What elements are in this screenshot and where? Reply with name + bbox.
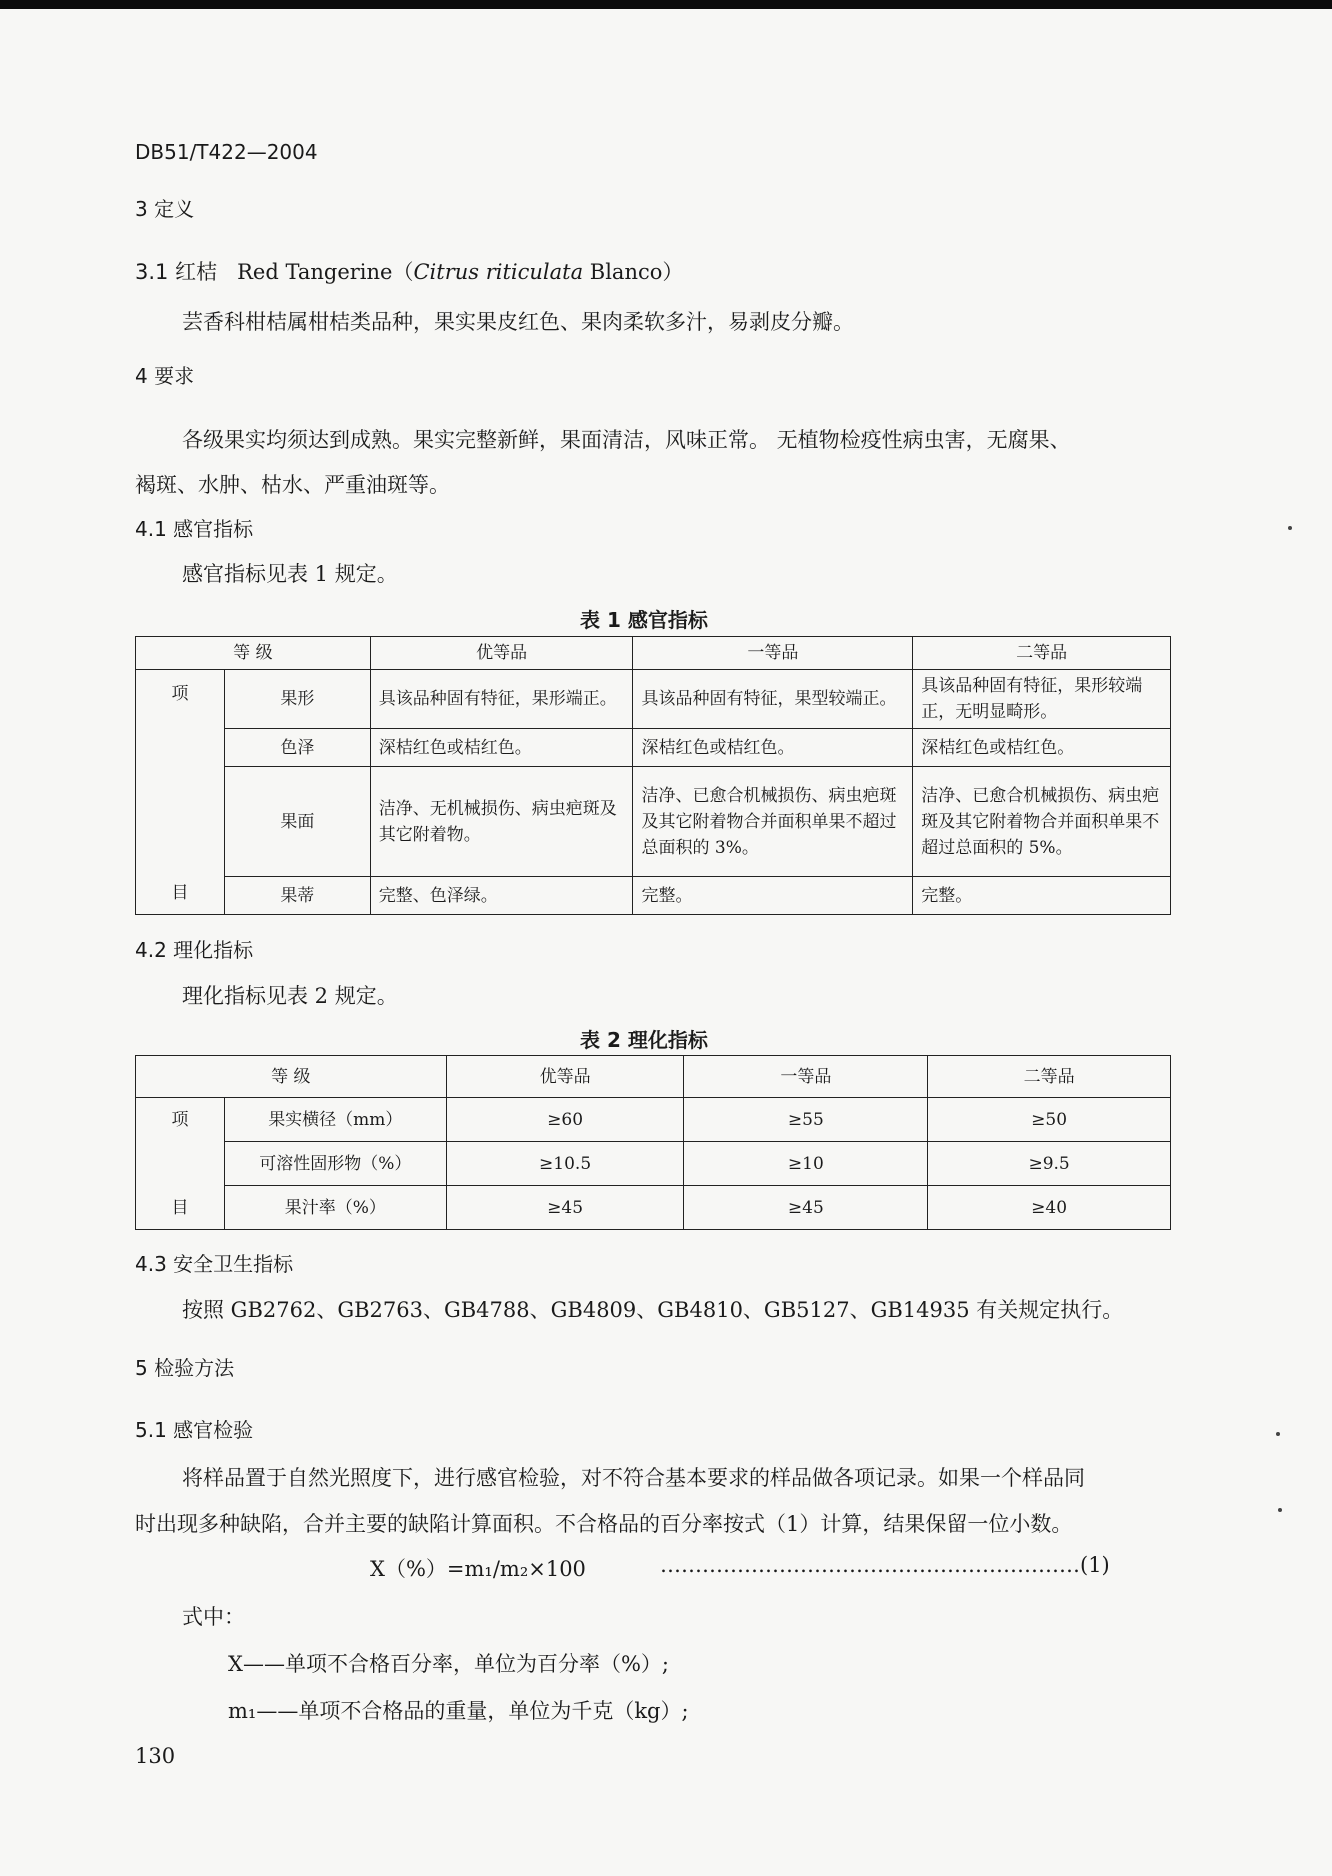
table-2-cell: ≥40 (928, 1186, 1171, 1230)
table-2-row-name: 果汁率（%） (224, 1186, 446, 1230)
table-2-head-grade: 等 级 (136, 1056, 447, 1098)
section-5-1-heading: 5.1 感官检验 (135, 1418, 254, 1442)
table-1-cell: 深桔红色或桔红色。 (913, 729, 1171, 767)
table-row (136, 767, 1171, 877)
formula-1-number: ……………………………………………………(1) (660, 1553, 1110, 1577)
table-2-cell: ≥45 (446, 1186, 684, 1230)
scan-top-border (0, 0, 1332, 9)
table-2-cell: ≥10 (684, 1142, 928, 1186)
table-2-head-c3: 二等品 (928, 1056, 1171, 1098)
section-5-heading: 5 检验方法 (135, 1356, 235, 1380)
table-1-row-name: 色泽 (224, 729, 370, 767)
table-row (136, 1098, 1171, 1142)
scan-speck (1288, 526, 1292, 530)
table-2-row-name: 果实横径（mm） (224, 1098, 446, 1142)
table-1-cell: 完整、色泽绿。 (370, 877, 633, 915)
section-4-1-heading: 4.1 感官指标 (135, 517, 254, 541)
table-2-head-c2: 一等品 (684, 1056, 928, 1098)
section-3-1-term (135, 256, 683, 286)
standard-number: DB51/T422—2004 (135, 140, 318, 164)
table-1-head-c2: 一等品 (633, 637, 913, 670)
table-1-item-cell (136, 670, 225, 915)
table-1-sensory (135, 636, 1171, 915)
formula-1: X（%）=m₁/m₂×100 (370, 1557, 586, 1581)
table-1-cell: 具该品种固有特征，果形端正。 (370, 670, 633, 729)
table-1-item-top: 项 (171, 684, 189, 704)
section-5-1-body-line-1: 将样品置于自然光照度下，进行感官检验，对不符合基本要求的样品做各项记录。如果一个样品同 (182, 1466, 1085, 1490)
table-2-cell: ≥50 (928, 1098, 1171, 1142)
term-english-c: Blanco） (583, 260, 684, 284)
section-4-1-body: 感官指标见表 1 规定。 (182, 562, 398, 586)
section-4-3-heading: 4.3 安全卫生指标 (135, 1252, 294, 1276)
table-2-physicochemical (135, 1055, 1171, 1230)
table-2-cell: ≥60 (446, 1098, 684, 1142)
table-row (136, 670, 1171, 729)
definition-m1: m₁——单项不合格品的重量，单位为千克（kg）; (228, 1699, 689, 1723)
section-3-1-definition: 芸香科柑桔属柑桔类品种，果实果皮红色、果肉柔软多汁，易剥皮分瓣。 (182, 310, 854, 334)
table-2-cell: ≥45 (684, 1186, 928, 1230)
section-5-1-body-line-2: 时出现多种缺陷，合并主要的缺陷计算面积。不合格品的百分率按式（1）计算，结果保留一位小数。 (135, 1512, 1073, 1536)
table-2-item-cell (136, 1098, 225, 1230)
table-2-head-c1: 优等品 (446, 1056, 684, 1098)
table-1-cell: 洁净、已愈合机械损伤、病虫疤斑及其它附着物合并面积单果不超过总面积的 5%。 (913, 767, 1171, 877)
table-1-cell: 具该品种固有特征，果型较端正。 (633, 670, 913, 729)
table-1-row-name: 果蒂 (224, 877, 370, 915)
section-4-2-heading: 4.2 理化指标 (135, 938, 254, 962)
table-1-caption: 表 1 感官指标 (580, 608, 708, 632)
section-4-2-body: 理化指标见表 2 规定。 (182, 984, 398, 1008)
table-1-cell: 洁净、无机械损伤、病虫疤斑及其它附着物。 (370, 767, 633, 877)
table-1-head-grade: 等 级 (136, 637, 371, 670)
definition-x: X——单项不合格百分率，单位为百分率（%）; (228, 1652, 669, 1676)
section-4-heading: 4 要求 (135, 364, 195, 388)
table-1-cell: 洁净、已愈合机械损伤、病虫疤斑及其它附着物合并面积单果不超过总面积的 3%。 (633, 767, 913, 877)
table-1-head-c3: 二等品 (913, 637, 1171, 670)
table-2-item-bottom: 目 (171, 1198, 189, 1218)
table-1-item-bottom: 目 (171, 883, 189, 903)
table-1-cell: 完整。 (913, 877, 1171, 915)
table-row (136, 877, 1171, 915)
table-1-cell: 完整。 (633, 877, 913, 915)
where-label: 式中： (182, 1605, 245, 1629)
table-2-caption: 表 2 理化指标 (580, 1028, 708, 1052)
section-3-heading: 3 定义 (135, 197, 195, 221)
section-3-1-label: 3.1 红桔 (135, 260, 218, 284)
term-latin: Citrus riticulata (413, 260, 584, 284)
table-2-cell: ≥9.5 (928, 1142, 1171, 1186)
table-row (136, 729, 1171, 767)
table-2-item-top: 项 (171, 1110, 189, 1130)
table-1-row-name: 果面 (224, 767, 370, 877)
page-number: 130 (135, 1744, 176, 1768)
term-english-a: Red Tangerine（ (237, 260, 414, 284)
table-1-row-name: 果形 (224, 670, 370, 729)
table-row (136, 637, 1171, 670)
section-4-3-body: 按照 GB2762、GB2763、GB4788、GB4809、GB4810、GB5127、GB14935 有关规定执行。 (182, 1298, 1124, 1322)
section-4-body-line-2: 褐斑、水肿、枯水、严重油斑等。 (135, 473, 450, 497)
table-2-row-name: 可溶性固形物（%） (224, 1142, 446, 1186)
table-row (136, 1056, 1171, 1098)
scan-speck (1278, 1508, 1282, 1512)
table-row (136, 1186, 1171, 1230)
table-1-cell: 深桔红色或桔红色。 (633, 729, 913, 767)
table-1-cell: 深桔红色或桔红色。 (370, 729, 633, 767)
section-4-body-line-1: 各级果实均须达到成熟。果实完整新鲜，果面清洁，风味正常。 无植物检疫性病虫害，无腐果、 (182, 428, 1071, 452)
table-1-head-c1: 优等品 (370, 637, 633, 670)
table-row (136, 1142, 1171, 1186)
table-2-cell: ≥10.5 (446, 1142, 684, 1186)
table-2-cell: ≥55 (684, 1098, 928, 1142)
scan-speck (1276, 1432, 1280, 1436)
table-1-cell: 具该品种固有特征，果形较端正，无明显畸形。 (913, 670, 1171, 729)
